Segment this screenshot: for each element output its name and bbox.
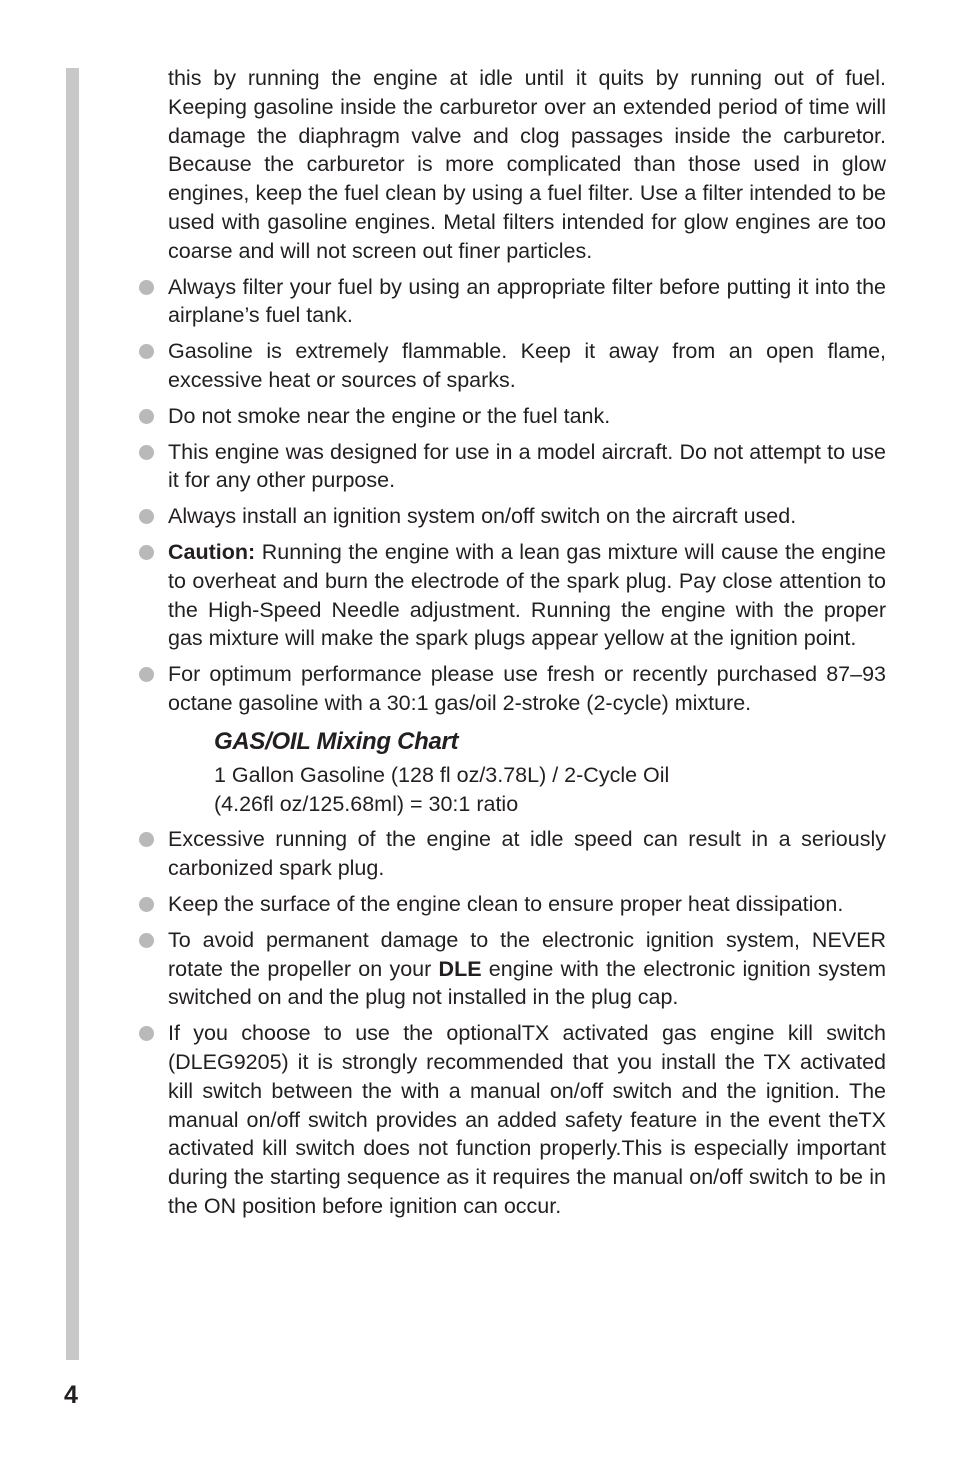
bullet-dot-icon	[139, 667, 154, 682]
bullet-text: Gasoline is extremely flammable. Keep it away from an open flame, excessive heat or sources of sparks.	[168, 339, 886, 392]
bullet-dot-icon	[139, 832, 154, 847]
bullet-text: This engine was designed for use in a model aircraft. Do not attempt to use it for any other purpose.	[168, 439, 886, 493]
bullet-dot-icon	[139, 344, 154, 359]
bullet-dot-icon	[139, 509, 154, 524]
caution-label: Caution:	[168, 539, 256, 564]
mixing-chart	[168, 727, 886, 819]
bullet-text: Always filter your fuel by using an appropriate filter before putting it into the airplane’s fuel tank.	[168, 274, 886, 328]
bullet-text: For optimum performance please use fresh or recently purchased 87–93 octane gasoline with a 30:1 gas/oil 2-stroke (2-cycle) mixture.	[168, 662, 886, 715]
bullet-item-propeller	[168, 926, 886, 1012]
bullet-dot-icon	[139, 545, 154, 560]
propeller-text-after: engine with the electronic ignition system switched on and the plug not installed in the plug cap.	[168, 956, 886, 1010]
mixing-chart-line: (4.26fl oz/125.68ml) = 30:1 ratio	[214, 791, 519, 816]
bullet-item-kill-switch	[168, 1019, 886, 1221]
propeller-text-before: To avoid permanent damage to the electronic ignition system, NEVER rotate the propeller on your	[168, 927, 886, 981]
bullet-text: Excessive running of the engine at idle speed can result in a seriously carbonized spark plug.	[168, 827, 886, 881]
bullet-item-flammable	[168, 337, 886, 395]
mixing-chart-line: 1 Gallon Gasoline (128 fl oz/3.78L) / 2-Cycle Oil	[214, 762, 670, 787]
page-content	[168, 64, 886, 1221]
bullet-dot-icon	[139, 897, 154, 912]
bullet-item-no-smoking	[168, 402, 886, 431]
bullet-item-model-aircraft	[168, 438, 886, 496]
caution-text: Running the engine with a lean gas mixture will cause the engine to overheat and burn the electrode of the spark plug. Pay close attention to the High-Speed Needle adjustment. Running the engine with the proper gas mixture will make the spark plugs appear yellow at the ignition point.	[168, 539, 886, 651]
bullet-dot-icon	[139, 280, 154, 295]
bullet-dot-icon	[139, 933, 154, 948]
bullet-item-idle-running	[168, 825, 886, 883]
mixing-chart-title: GAS/OIL Mixing Chart	[214, 727, 459, 755]
bullet-item-filter	[168, 273, 886, 331]
bullet-text: Always install an ignition system on/off switch on the aircraft used.	[168, 504, 797, 529]
bullet-text: If you choose to use the optionalTX activated gas engine kill switch (DLEG9205) it is strongly recommended that you install the TX activated kill switch between the with a manual on/off switch and the ignition. The manual on/off switch provides an added safety feature in the event theTX activated kill switch does not function properly.This is especially important during the starting sequence as it requires the manual on/off switch to be in the ON position before ignition can occur.	[168, 1021, 886, 1218]
bullet-dot-icon	[139, 445, 154, 460]
bullet-item-caution	[168, 538, 886, 653]
bullet-item-ignition-switch	[168, 502, 886, 531]
intro-paragraph: this by running the engine at idle until it quits by running out of fuel. Keeping gasoline inside the carburetor over an extended period of time will damage the diaphragm valve and clog passages inside the carburetor. Because the carburetor is more complicated than those used in glow engines, keep the fuel clean by using a fuel filter. Use a filter intended to be used with gasoline engines. Metal filters intended for glow engines are too coarse and will not screen out finer particles.	[168, 66, 886, 263]
bullet-dot-icon	[139, 1026, 154, 1041]
margin-bar	[66, 68, 79, 1360]
bullet-text: Do not smoke near the engine or the fuel tank.	[168, 403, 611, 428]
bullet-item-clean-surface	[168, 890, 886, 919]
bullet-item-fuel	[168, 660, 886, 718]
bullet-dot-icon	[139, 409, 154, 424]
page-number: 4	[64, 1381, 78, 1409]
brand-name: DLE	[438, 956, 482, 981]
bullet-text: Keep the surface of the engine clean to ensure proper heat dissipation.	[168, 891, 844, 916]
